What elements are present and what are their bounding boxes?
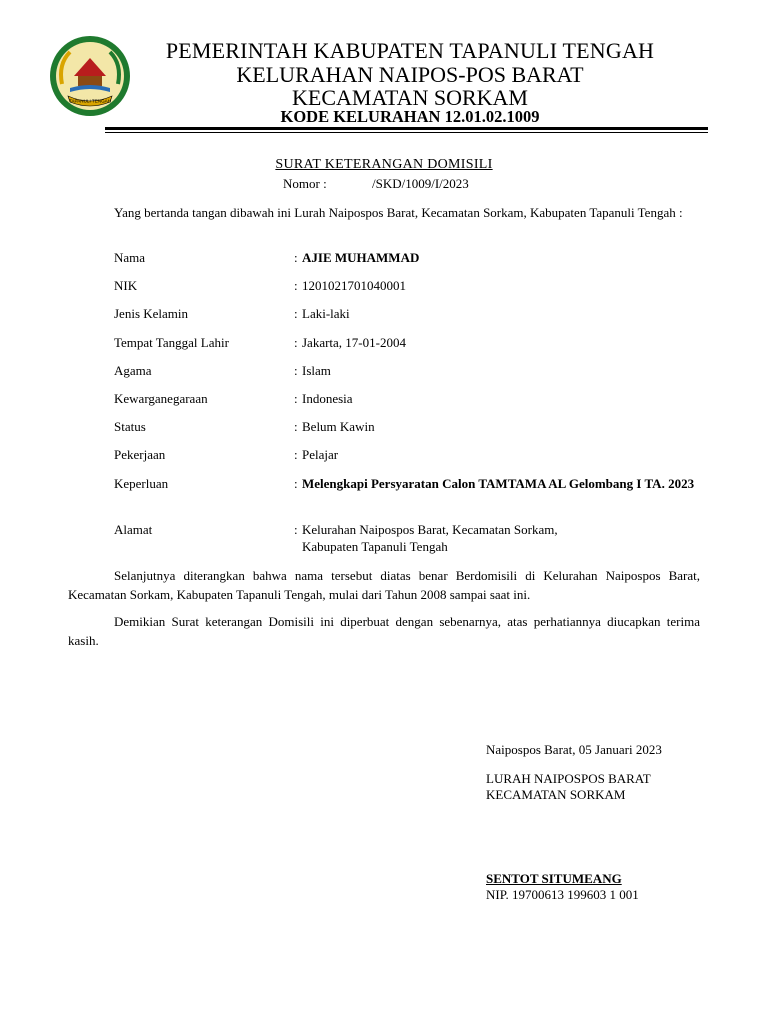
signature-nip: NIP. 19700613 199603 1 001 xyxy=(486,887,639,902)
letter-number-value: /SKD/1009/I/2023 xyxy=(372,176,469,191)
signature-position-line1: LURAH NAIPOSPOS BARAT xyxy=(486,771,651,786)
letterhead-divider-thick xyxy=(105,127,708,130)
field-colon: : xyxy=(294,278,298,293)
letter-title-text: SURAT KETERANGAN DOMISILI xyxy=(275,157,493,172)
field-value xyxy=(302,521,702,555)
field-colon: : xyxy=(294,419,298,434)
field-value: Indonesia xyxy=(302,391,353,406)
body-paragraph-closing: Demikian Surat keterangan Domisili ini diperbuat dengan sebenarnya, atas perhatiannya diucapkan terima kasih. xyxy=(68,614,700,648)
emblem-house-body xyxy=(78,76,102,86)
field-value: Jakarta, 17-01-2004 xyxy=(302,335,406,350)
field-colon: : xyxy=(294,306,298,321)
signature-place-date: Naipospos Barat, 05 Januari 2023 xyxy=(486,742,662,757)
field-colon: : xyxy=(294,447,298,462)
field-colon: : xyxy=(294,476,298,491)
field-label: Jenis Kelamin xyxy=(114,306,189,321)
letter-number-label: Nomor : xyxy=(283,176,327,191)
field-value: AJIE MUHAMMAD xyxy=(302,250,420,265)
field-label: Agama xyxy=(114,363,152,378)
intro-paragraph: Yang bertanda tangan dibawah ini Lurah Naipospos Barat, Kecamatan Sorkam, Kabupaten Tapanuli Tengah : xyxy=(114,205,683,220)
field-value: Belum Kawin xyxy=(302,419,375,434)
letterhead-divider-thin xyxy=(105,132,708,133)
field-value: Laki-laki xyxy=(302,306,350,321)
field-colon: : xyxy=(294,363,298,378)
letterhead-government: PEMERINTAH KABUPATEN TAPANULI TENGAH xyxy=(165,38,655,63)
field-label: Alamat xyxy=(114,522,153,537)
field-value: Pelajar xyxy=(302,447,339,462)
field-label: Kewarganegaraan xyxy=(114,391,208,406)
field-label: Status xyxy=(114,419,146,434)
field-label: Pekerjaan xyxy=(114,447,166,462)
signature-name: SENTOT SITUMEANG xyxy=(486,871,622,886)
body-paragraph-domicile: Selanjutnya diterangkan bahwa nama tersebut diatas benar Berdomisili di Kelurahan Naipospos Barat, Kecamatan Sorkam, Kabupaten Tapanuli Tengah, mulai dari Tahun 2008 sampai saat ini. xyxy=(68,568,700,602)
letterhead-code: KODE KELURAHAN 12.01.02.1009 xyxy=(280,107,540,126)
field-value: Islam xyxy=(302,363,331,378)
field-colon: : xyxy=(294,335,298,350)
letterhead-kelurahan: KELURAHAN NAIPOS-POS BARAT xyxy=(236,62,584,87)
letter-title xyxy=(0,157,768,173)
letter-number xyxy=(283,176,469,192)
emblem-ribbon-text: TAPANULI TENGAH xyxy=(68,98,112,104)
signature-position-line2: KECAMATAN SORKAM xyxy=(486,787,626,802)
field-label: NIK xyxy=(114,278,138,293)
field-colon: : xyxy=(294,522,298,537)
address-line-2: Kabupaten Tapanuli Tengah xyxy=(302,539,448,554)
field-value: Melengkapi Persyaratan Calon TAMTAMA AL Gelombang I TA. 2023 xyxy=(302,476,695,491)
letterhead-kecamatan: KECAMATAN SORKAM xyxy=(292,85,528,110)
field-label: Keperluan xyxy=(114,476,169,491)
field-label: Tempat Tanggal Lahir xyxy=(114,335,229,350)
field-colon: : xyxy=(294,391,298,406)
field-label: Nama xyxy=(114,250,146,265)
address-line-1: Kelurahan Naipospos Barat, Kecamatan Sorkam, xyxy=(302,522,558,537)
field-value: 1201021701040001 xyxy=(302,278,406,293)
field-colon: : xyxy=(294,250,298,265)
